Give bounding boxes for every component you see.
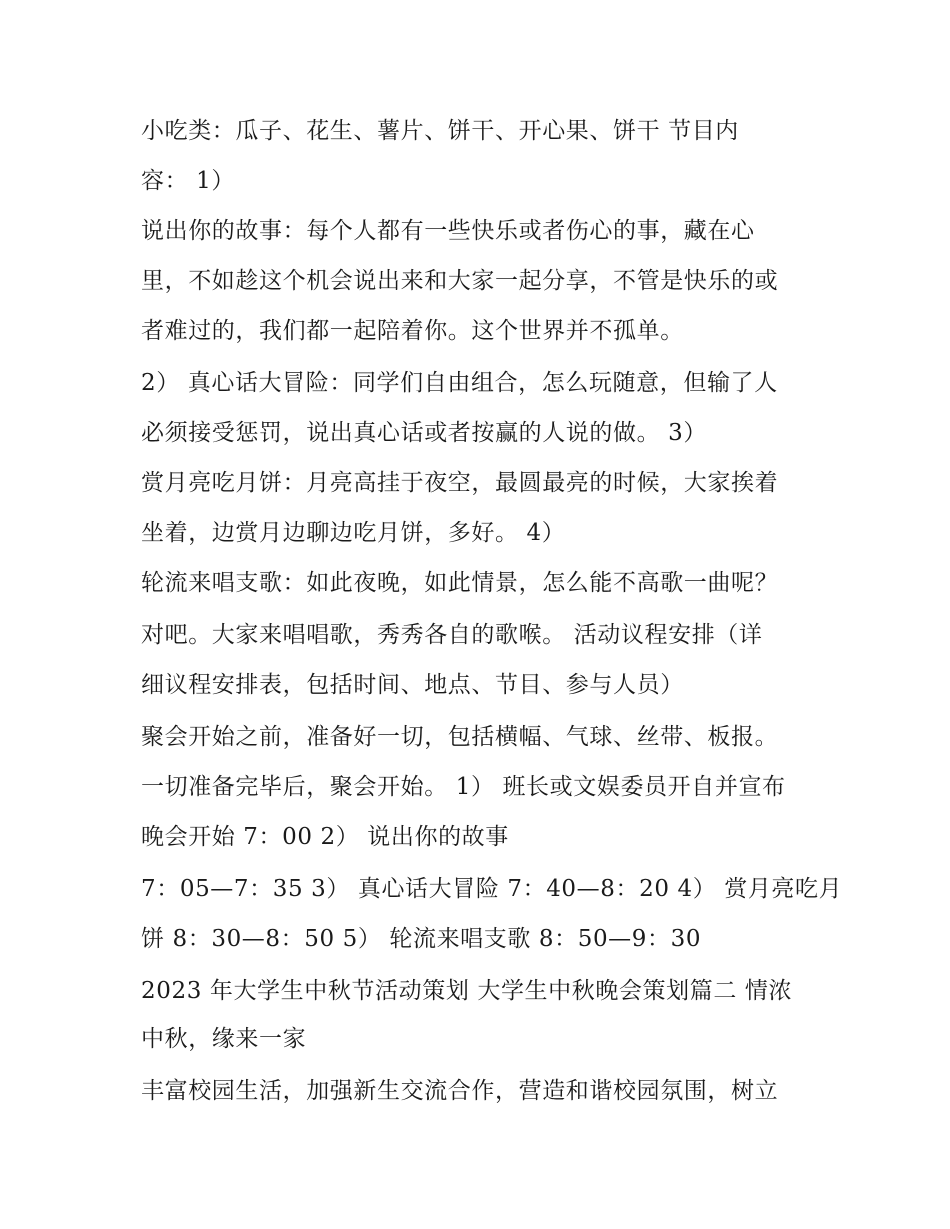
text-line: 坐着，边赏月边聊边吃月饼，多好。 4）: [141, 520, 566, 546]
text-line: 者难过的，我们都一起陪着你。这个世界并不孤单。: [141, 318, 684, 344]
text-line: 对吧。大家来唱唱歌，秀秀各自的歌喉。 活动议程安排（详: [141, 622, 763, 648]
text-line: 中秋，缘来一家: [141, 1026, 307, 1052]
text-line: 2） 真心话大冒险：同学们自由组合，怎么玩随意，但输了人: [141, 370, 778, 396]
text-line: 聚会开始之前，准备好一切，包括横幅、气球、丝带、板报。: [141, 724, 779, 750]
text-line: 轮流来唱支歌：如此夜晚，如此情景，怎么能不高歌一曲呢？: [141, 570, 779, 596]
text-line: 7：05—7：35 3） 真心话大冒险 7：40—8：20 4） 赏月亮吃月: [141, 876, 843, 902]
text-line: 里，不如趁这个机会说出来和大家一起分享，不管是快乐的或: [141, 268, 779, 294]
text-line: 一切准备完毕后，聚会开始。 1） 班长或文娱委员开自并宣布: [141, 774, 786, 800]
text-line: 细议程安排表，包括时间、地点、节目、参与人员）: [141, 672, 684, 698]
text-line: 容： 1）: [141, 168, 235, 194]
text-line: 丰富校园生活，加强新生交流合作，营造和谐校园氛围，树立: [141, 1078, 779, 1104]
text-line: 说出你的故事：每个人都有一些快乐或者伤心的事，藏在心: [141, 218, 755, 244]
text-line: 必须接受惩罚，说出真心话或者按赢的人说的做。 3）: [141, 420, 707, 446]
text-line: 2023 年大学生中秋节活动策划 大学生中秋晚会策划篇二 情浓: [141, 978, 793, 1004]
text-line: 赏月亮吃月饼：月亮高挂于夜空，最圆最亮的时候，大家挨着: [141, 470, 779, 496]
text-line: 饼 8：30—8：50 5） 轮流来唱支歌 8：50—9：30: [141, 926, 702, 952]
text-line: 晚会开始 7：00 2） 说出你的故事: [141, 824, 509, 850]
text-line: 小吃类：瓜子、花生、薯片、饼干、开心果、饼干 节目内: [141, 118, 739, 144]
